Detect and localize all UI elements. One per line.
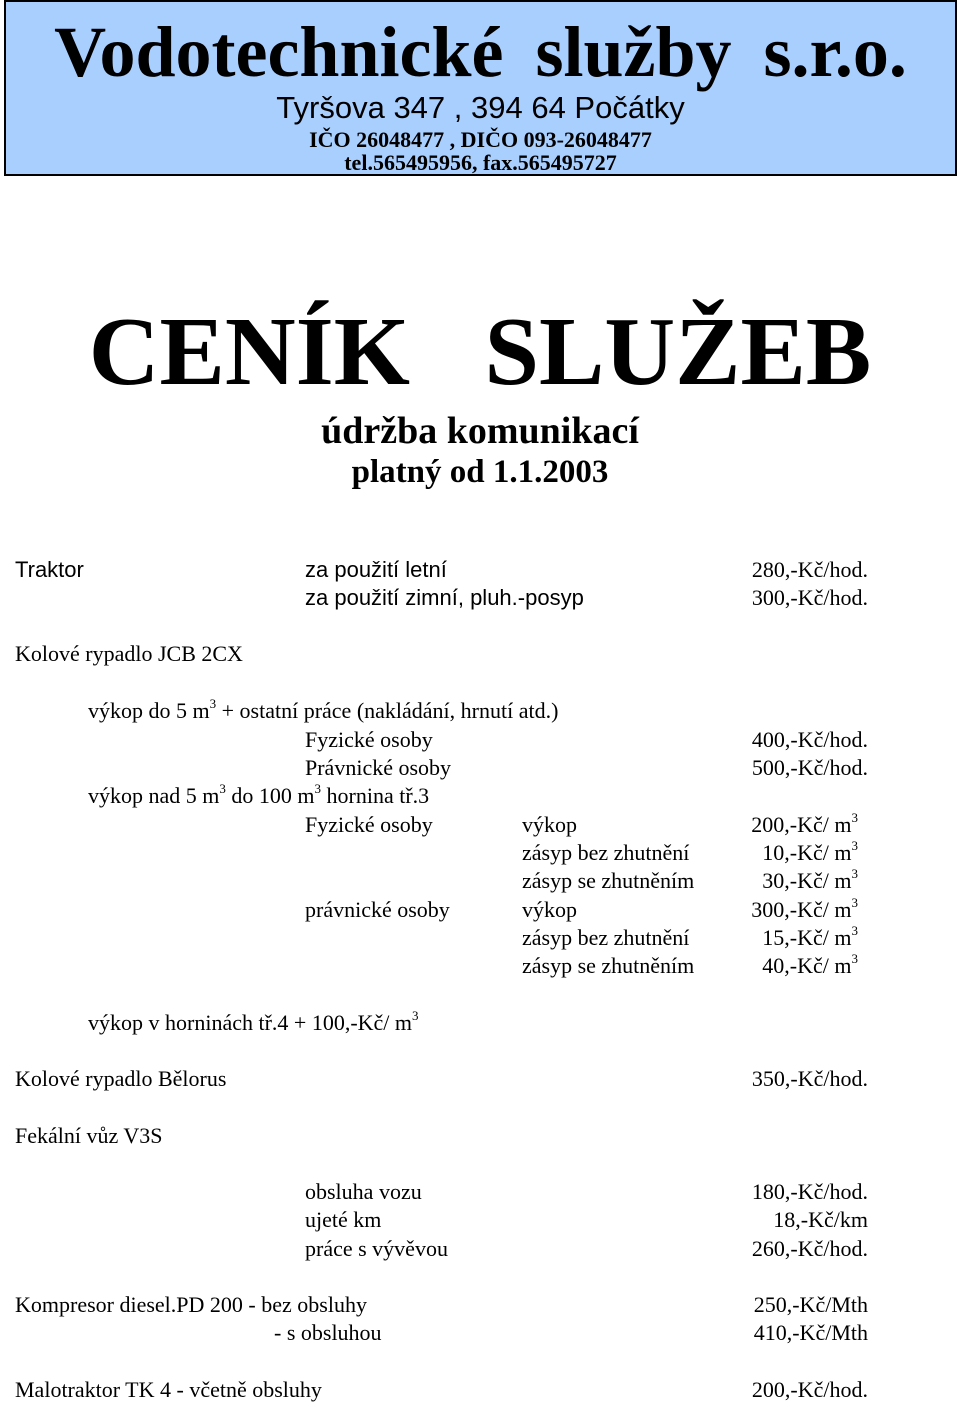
kompresor-price-noservice: 250,-Kč/Mth [753, 1292, 868, 1317]
jcb-up5-line: výkop do 5 $m^3$ + ostatní práce (nakládání, hrnutí atd.) [88, 695, 559, 723]
belorus-name: Kolové rypadlo Bělorus [15, 1066, 227, 1091]
jcb-up5-legal-label: Právnické osoby [305, 755, 452, 780]
traktor-winter-price: 300,-Kč/hod. [751, 585, 868, 610]
company-name: Vodotechnické služby s.r.o. [54, 12, 907, 92]
jcb-up5-physical-price: 400,-Kč/hod. [751, 727, 868, 752]
jcb-physical-price: 30,-Kč/ $m^3$ [762, 865, 858, 893]
jcb-over5-line: výkop nad 5 $m^3$ do 100 $m^3$ hornina tř.3 [88, 780, 430, 808]
malotraktor-price: 200,-Kč/hod. [751, 1377, 868, 1402]
traktor-summer-price: 280,-Kč/hod. [751, 557, 868, 582]
company-address: Tyršova 347 , 394 64 Počátky [276, 90, 685, 125]
jcb-physical-price: 200,-Kč/ $m^3$ [751, 809, 858, 837]
kompresor-name: Kompresor diesel.PD 200 - bez obsluhy [15, 1292, 367, 1317]
page-subtitle: údržba komunikací [321, 410, 639, 452]
company-header-box [4, 0, 957, 176]
belorus-price: 350,-Kč/hod. [751, 1066, 868, 1091]
fekal-vacuum-price: 260,-Kč/hod. [751, 1236, 868, 1261]
jcb-class4-line: výkop v horninách tř.4 + 100,-Kč/ $m^3$ [88, 1007, 419, 1035]
jcb-legal-op: zásyp bez zhutnění [522, 925, 690, 950]
malotraktor-name: Malotraktor TK 4 - včetně obsluhy [15, 1377, 322, 1402]
page-title: CENÍK SLUŽEB [88, 298, 872, 406]
kompresor-price-service: 410,-Kč/Mth [753, 1320, 868, 1345]
jcb-name: Kolové rypadlo JCB 2CX [15, 641, 243, 666]
jcb-physical-label: Fyzické osoby [305, 812, 433, 837]
jcb-legal-label: právnické osoby [305, 897, 450, 922]
fekal-service-label: obsluha vozu [305, 1179, 422, 1204]
jcb-legal-price: 15,-Kč/ $m^3$ [762, 922, 858, 950]
fekal-name: Fekální vůz V3S [15, 1123, 163, 1148]
jcb-up5-physical-label: Fyzické osoby [305, 727, 433, 752]
jcb-physical-op: zásyp se zhutněním [522, 868, 695, 893]
jcb-physical-op: výkop [522, 812, 577, 837]
traktor-summer-label: za použití letní [305, 557, 447, 582]
company-contact: tel.565495956, fax.565495727 [344, 150, 617, 175]
fekal-km-price: 18,-Kč/km [773, 1207, 868, 1232]
traktor-winter-label: za použití zimní, pluh.-posyp [305, 585, 584, 610]
jcb-legal-op: zásyp se zhutněním [522, 953, 695, 978]
jcb-physical-op: zásyp bez zhutnění [522, 840, 690, 865]
kompresor-with-service-label: - s obsluhou [274, 1320, 382, 1345]
fekal-km-label: ujeté km [305, 1207, 382, 1232]
traktor-name: Traktor [15, 557, 84, 582]
jcb-legal-price: 300,-Kč/ $m^3$ [751, 894, 858, 922]
jcb-physical-price: 10,-Kč/ $m^3$ [762, 837, 858, 865]
jcb-legal-price: 40,-Kč/ $m^3$ [762, 950, 858, 978]
jcb-legal-op: výkop [522, 897, 577, 922]
fekal-service-price: 180,-Kč/hod. [751, 1179, 868, 1204]
fekal-vacuum-label: práce s vývěvou [305, 1236, 448, 1261]
company-ids: IČO 26048477 , DIČO 093-26048477 [309, 127, 652, 152]
validity-date: platný od 1.1.2003 [351, 454, 609, 490]
jcb-up5-legal-price: 500,-Kč/hod. [751, 755, 868, 780]
